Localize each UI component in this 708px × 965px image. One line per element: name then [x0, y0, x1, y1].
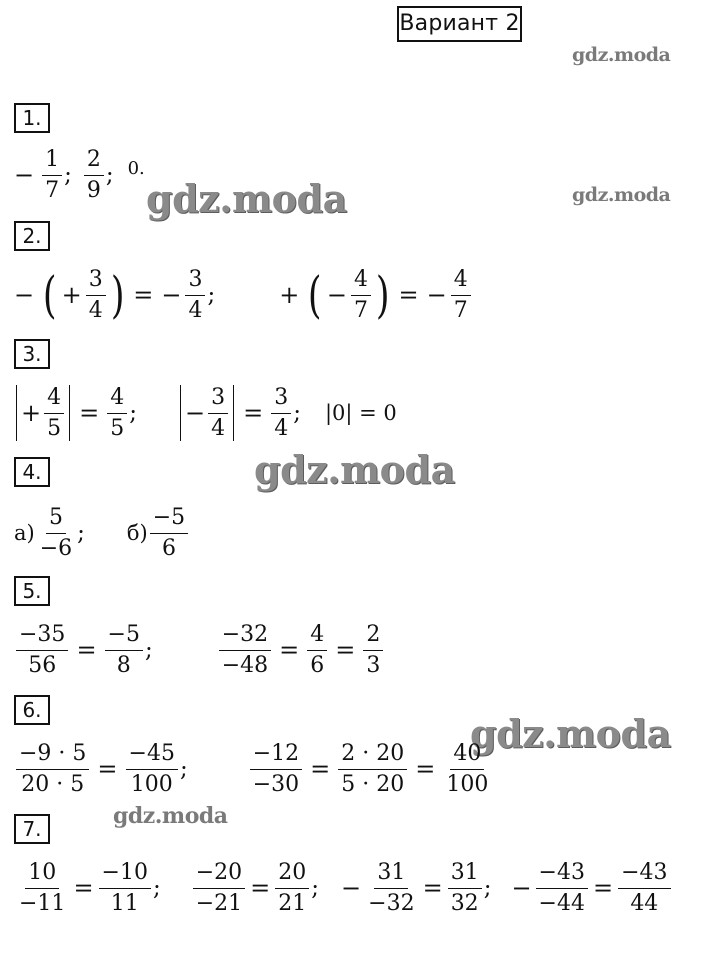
task-number-6: 6. [14, 695, 50, 725]
task-number-2: 2. [14, 221, 50, 251]
denominator: 7 [453, 297, 468, 323]
item-label-b: б) [126, 521, 148, 545]
math-symbol: ; [152, 875, 161, 901]
denominator: 100 [130, 771, 173, 797]
denominator: 4 [274, 415, 289, 441]
denominator: 20 · 5 [21, 771, 85, 797]
numerator: 2 [363, 620, 383, 651]
numerator: −35 [16, 620, 68, 651]
math-symbol: + [61, 281, 82, 309]
numerator: 3 [86, 265, 106, 296]
fraction [451, 265, 471, 326]
math-symbol: − [184, 399, 206, 427]
numerator: 2 · 20 [338, 739, 407, 770]
math-symbol: ; [144, 637, 153, 663]
zero-value: 0. [127, 157, 145, 179]
math-symbol: + [279, 281, 300, 309]
task-5-answer [14, 617, 385, 683]
math-symbol: = [279, 636, 300, 664]
denominator: 6 [310, 652, 325, 678]
math-symbol: = [133, 281, 154, 309]
numerator: −43 [618, 858, 670, 889]
denominator: 100 [446, 771, 489, 797]
abs-bar [233, 385, 234, 441]
numerator: 20 [275, 858, 309, 889]
math-symbol: ; [77, 520, 85, 546]
numerator: 31 [448, 858, 482, 889]
math-symbol: = [310, 755, 331, 783]
item-label-a: а) [14, 521, 35, 545]
numerator: −5 [105, 620, 143, 651]
math-symbol: − [161, 281, 182, 309]
math-symbol: = [422, 874, 443, 902]
numerator: 4 [307, 620, 327, 651]
fraction [16, 739, 89, 800]
fraction [99, 858, 151, 919]
task-number-4: 4. [14, 457, 50, 487]
denominator: 5 [110, 415, 125, 441]
math-symbol: = [592, 874, 614, 902]
minus-sign: − [14, 161, 35, 189]
watermark: gdz.moda [254, 447, 455, 492]
denominator: −30 [252, 771, 300, 797]
task-1-answer [14, 142, 145, 208]
denominator: 32 [450, 890, 479, 916]
numerator: 4 [44, 383, 64, 414]
fraction [365, 858, 417, 919]
task-number-3: 3. [14, 339, 50, 369]
denominator: 6 [161, 535, 176, 561]
task-7-answer [14, 855, 673, 921]
math-symbol: = [415, 755, 436, 783]
fraction [16, 858, 68, 919]
fraction [351, 265, 371, 326]
fraction [84, 145, 104, 206]
fraction [37, 503, 75, 564]
numerator: 10 [25, 858, 59, 889]
fraction [208, 383, 228, 444]
denominator: 44 [630, 890, 659, 916]
variant-title: Вариант 2 [397, 6, 522, 42]
fraction [448, 858, 482, 919]
fraction [307, 620, 327, 681]
denominator: 11 [110, 890, 139, 916]
paren: ( [308, 266, 322, 324]
fraction [42, 145, 62, 206]
math-symbol: = [398, 281, 419, 309]
numerator: −9 · 5 [16, 739, 89, 770]
math-symbol: ; [207, 282, 216, 308]
math-symbol: ; [179, 756, 188, 782]
math-symbol: + [21, 399, 42, 427]
numerator: 31 [374, 858, 408, 889]
numerator: 3 [208, 383, 228, 414]
separator: ; [105, 162, 114, 188]
left-paren: ( [43, 266, 57, 324]
fraction [107, 383, 127, 444]
numerator: 3 [271, 383, 291, 414]
math-symbol: − [426, 281, 447, 309]
task-3-answer [14, 380, 397, 446]
fraction [105, 620, 143, 681]
abs-bar [16, 385, 17, 441]
math-symbol: = [73, 874, 94, 902]
denominator: 4 [211, 415, 226, 441]
numerator: 5 [46, 503, 66, 534]
watermark: gdz.moda [146, 176, 347, 221]
math-symbol: = [76, 636, 97, 664]
watermark: gdz.moda [572, 44, 671, 66]
fraction [44, 383, 64, 444]
denominator: 8 [116, 652, 131, 678]
numerator: 40 [450, 739, 484, 770]
task-6-answer [14, 736, 493, 802]
watermark: gdz.moda [470, 711, 671, 756]
denominator: −6 [39, 535, 73, 561]
fraction [275, 858, 309, 919]
numerator: −12 [250, 739, 302, 770]
math-symbol: = [335, 636, 356, 664]
denominator: 21 [278, 890, 307, 916]
numerator: 3 [185, 265, 205, 296]
math-symbol: = [97, 755, 118, 783]
math-symbol: ; [129, 400, 137, 426]
task-number-7: 7. [14, 814, 50, 844]
fraction [16, 620, 68, 681]
numerator: 4 [351, 265, 371, 296]
denominator: 4 [188, 297, 203, 323]
denominator: −21 [195, 890, 243, 916]
fraction [363, 620, 383, 681]
denominator: 7 [353, 297, 368, 323]
numerator: −43 [536, 858, 588, 889]
math-symbol: − [511, 874, 532, 902]
denominator: 9 [86, 177, 101, 203]
math-symbol: − [341, 874, 362, 902]
numerator: 2 [84, 145, 104, 176]
denominator: 3 [366, 652, 381, 678]
math-symbol: − [326, 281, 347, 309]
denominator: 4 [88, 297, 103, 323]
math-symbol: = [79, 399, 100, 427]
watermark: gdz.moda [113, 803, 228, 829]
fraction [536, 858, 588, 919]
fraction [443, 739, 491, 800]
denominator: −11 [19, 890, 66, 916]
denominator: −44 [538, 890, 585, 916]
numerator: −45 [126, 739, 178, 770]
task-number-5: 5. [14, 576, 50, 606]
fraction [185, 265, 205, 326]
fraction [86, 265, 106, 326]
denominator: −32 [368, 890, 415, 916]
fraction [338, 739, 407, 800]
fraction [150, 503, 188, 564]
fraction [219, 620, 271, 681]
fraction [126, 739, 178, 800]
paren: ) [375, 266, 390, 324]
math-symbol: = [250, 874, 271, 902]
numerator: −10 [99, 858, 151, 889]
denominator: 56 [28, 652, 57, 678]
right-paren: ) [110, 266, 125, 324]
math-symbol: − [14, 281, 35, 309]
denominator: −48 [221, 652, 269, 678]
numerator: 1 [42, 145, 62, 176]
task-2-answer [14, 262, 473, 328]
separator: ; [64, 162, 72, 188]
fraction [250, 739, 302, 800]
math-symbol: ; [293, 400, 301, 426]
abs-bar [69, 385, 70, 441]
denominator: 5 [47, 415, 62, 441]
numerator: 4 [107, 383, 127, 414]
task-4-answer [14, 500, 190, 566]
abs-zero: |0| = 0 [324, 401, 397, 425]
denominator: 5 · 20 [341, 771, 405, 797]
abs-bar [180, 385, 181, 441]
fraction [271, 383, 291, 444]
numerator: −5 [150, 503, 188, 534]
fraction [618, 858, 670, 919]
numerator: 4 [451, 265, 471, 296]
math-symbol: = [243, 399, 264, 427]
fraction [193, 858, 245, 919]
numerator: −32 [219, 620, 271, 651]
denominator: 7 [45, 177, 60, 203]
task-number-1: 1. [14, 103, 50, 133]
math-symbol: ; [483, 875, 492, 901]
watermark: gdz.moda [572, 184, 671, 206]
numerator: −20 [193, 858, 245, 889]
math-symbol: ; [311, 875, 320, 901]
